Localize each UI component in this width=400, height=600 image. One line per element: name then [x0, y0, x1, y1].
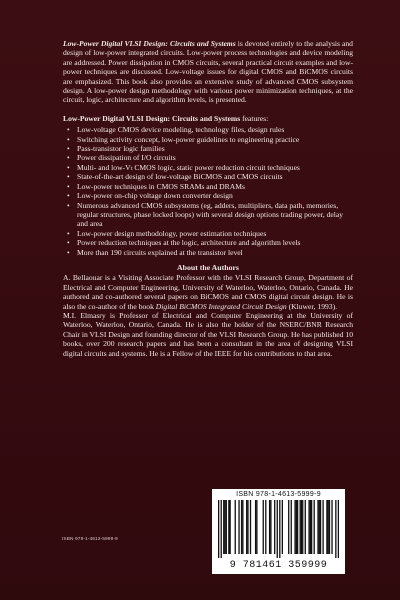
barcode-bar [247, 500, 248, 554]
barcode-bar [265, 500, 266, 554]
barcode-bar [310, 500, 311, 554]
barcode-bar [242, 500, 243, 554]
feature-item: • Low-voltage CMOS device modeling, technology files, design rules [63, 125, 353, 134]
barcode-bar [228, 500, 229, 554]
barcode-bar [322, 500, 323, 554]
barcode-isbn: ISBN 978-1-4613-5999-9 [236, 491, 321, 498]
barcode-number: 9 781461 359999 [229, 560, 328, 571]
feature-item: • More than 190 circuits explained at the transistor level [63, 248, 353, 257]
barcode-bar [296, 500, 297, 554]
intro-text: is devoted entirely to the analysis and design of low-power integrated circuits. Low-power process technologies and device modeling are addressed. Power dissipation in CMOS circuits, several practical circuit examples and low-power techniques are discussed. Low-voltage issues for digital CMOS and BiCMOS circuits are emphasized. This book also provides an extensive study of advanced CMOS subsystem design. A low-power design methodology with various power minimization techniques, at the circuit, logic, architecture and algorithm levels, is presented. [63, 39, 353, 105]
barcode-bar [317, 500, 318, 554]
barcode-bar [238, 500, 239, 554]
intro-paragraph [63, 39, 353, 105]
barcode-bar [331, 500, 332, 554]
barcode-bar [250, 500, 251, 554]
feature-item: • Low-power techniques in CMOS SRAMs and DRAMs [63, 182, 353, 191]
feature-item: • Power dissipation of I/O circuits [63, 153, 353, 162]
isbn-text: ISBN 978-1-4613-5999-9 [62, 537, 118, 542]
barcode-bar [308, 500, 309, 554]
barcode-bar [326, 500, 327, 554]
barcode-bar [338, 500, 339, 558]
feature-item: • Pass-transistor logic families [63, 144, 353, 153]
barcode [212, 489, 345, 574]
feature-item: • Power reduction techniques at the logic, architecture and algorithm levels [63, 238, 353, 247]
feature-item: • State-of-the-art design of low-voltage BiCMOS and CMOS circuits [63, 172, 353, 181]
barcode-bar [279, 500, 280, 558]
feature-item: • Low-power design methodology, power estimation techniques [63, 229, 353, 238]
barcode-bar [300, 500, 301, 554]
barcode-bar [320, 500, 321, 554]
barcode-bar [291, 500, 292, 554]
feature-item: • Multi- and low-Vₜ CMOS logic, static power reduction circuit techniques [63, 163, 353, 172]
author-bio-bellaouar [63, 273, 353, 311]
cover-text [63, 39, 353, 358]
barcode-bar [282, 500, 283, 554]
barcode-bar [277, 500, 278, 558]
barcode-bar [305, 500, 306, 554]
barcode-bar [246, 500, 247, 554]
barcode-bar [335, 500, 336, 558]
barcode-bar [229, 500, 230, 554]
barcode-bar [269, 500, 270, 554]
barcode-bar [319, 500, 320, 554]
barcode-bar [223, 500, 224, 554]
barcode-bar [256, 500, 257, 554]
feature-item: • Low-power on-chip voltage down converter design [63, 191, 353, 200]
barcode-bar [311, 500, 312, 554]
barcode-bar [270, 500, 271, 554]
barcode-bar [224, 500, 225, 554]
barcode-bar [274, 500, 275, 554]
barcode-bar [314, 500, 315, 554]
barcode-bar [328, 500, 329, 554]
author-bio-elmasry: M.I. Elmasry is Professor of Electrical and Computer Engineering at the University of Waterloo, Waterloo, Ontario, Canada. He is also the holder of the NSERC/BNR Research Chair in VLSI Design and founding director of the VLSI Research Group. He has published 10 books, over 200 research papers and has been a consultant in the area of designing VLSI digital circuits and systems. He is a Fellow of the IEEE for his contributions to that area. [63, 310, 353, 358]
barcode-bar [297, 500, 298, 554]
barcode-bar [301, 500, 302, 554]
features-list [63, 125, 353, 257]
barcode-bar [329, 500, 330, 554]
feature-item: • Numerous advanced CMOS subsystems (eg, adders, multipliers, data path, memories, regular structures, phase locked loops) with several design options trading power, delay and area [63, 201, 353, 229]
features-suffix: features: [240, 113, 269, 123]
barcode-bar [226, 500, 227, 554]
barcode-bar [235, 500, 236, 554]
barcode-bar [241, 500, 242, 554]
barcode-bar [218, 500, 219, 558]
barcode-bar [288, 500, 289, 554]
barcode-bar [302, 500, 303, 554]
barcode-bar [221, 500, 222, 558]
barcode-bar [255, 500, 256, 554]
barcode-bar [294, 500, 295, 554]
bio1-text: A. Bellaouar is a Visiting Associate Professor with the VLSI Research Group, Department of Electrical and Computer Engineering, University of Waterloo, Waterloo, Ontario, Canada. He authored and co-authored several papers on BiCMOS and CMOS digital circuit design. He is also the co-author of the book [63, 273, 353, 311]
barcode-bars [218, 500, 339, 558]
features-heading [63, 114, 353, 123]
feature-item: • Switching activity concept, low-power guidelines to engineering practice [63, 135, 353, 144]
barcode-bar [263, 500, 264, 554]
about-heading: About the Authors [177, 262, 239, 272]
features-book-title: Low-Power Digital VLSI Design: Circuits and Systems [63, 113, 241, 123]
bio1-book-title: Digital BiCMOS Integrated Circuit Design [155, 301, 287, 311]
intro-book-title: Low-Power Digital VLSI Design: Circuits and Systems [63, 39, 236, 48]
bio1-text-end: (Kluwer, 1993). [286, 301, 338, 311]
